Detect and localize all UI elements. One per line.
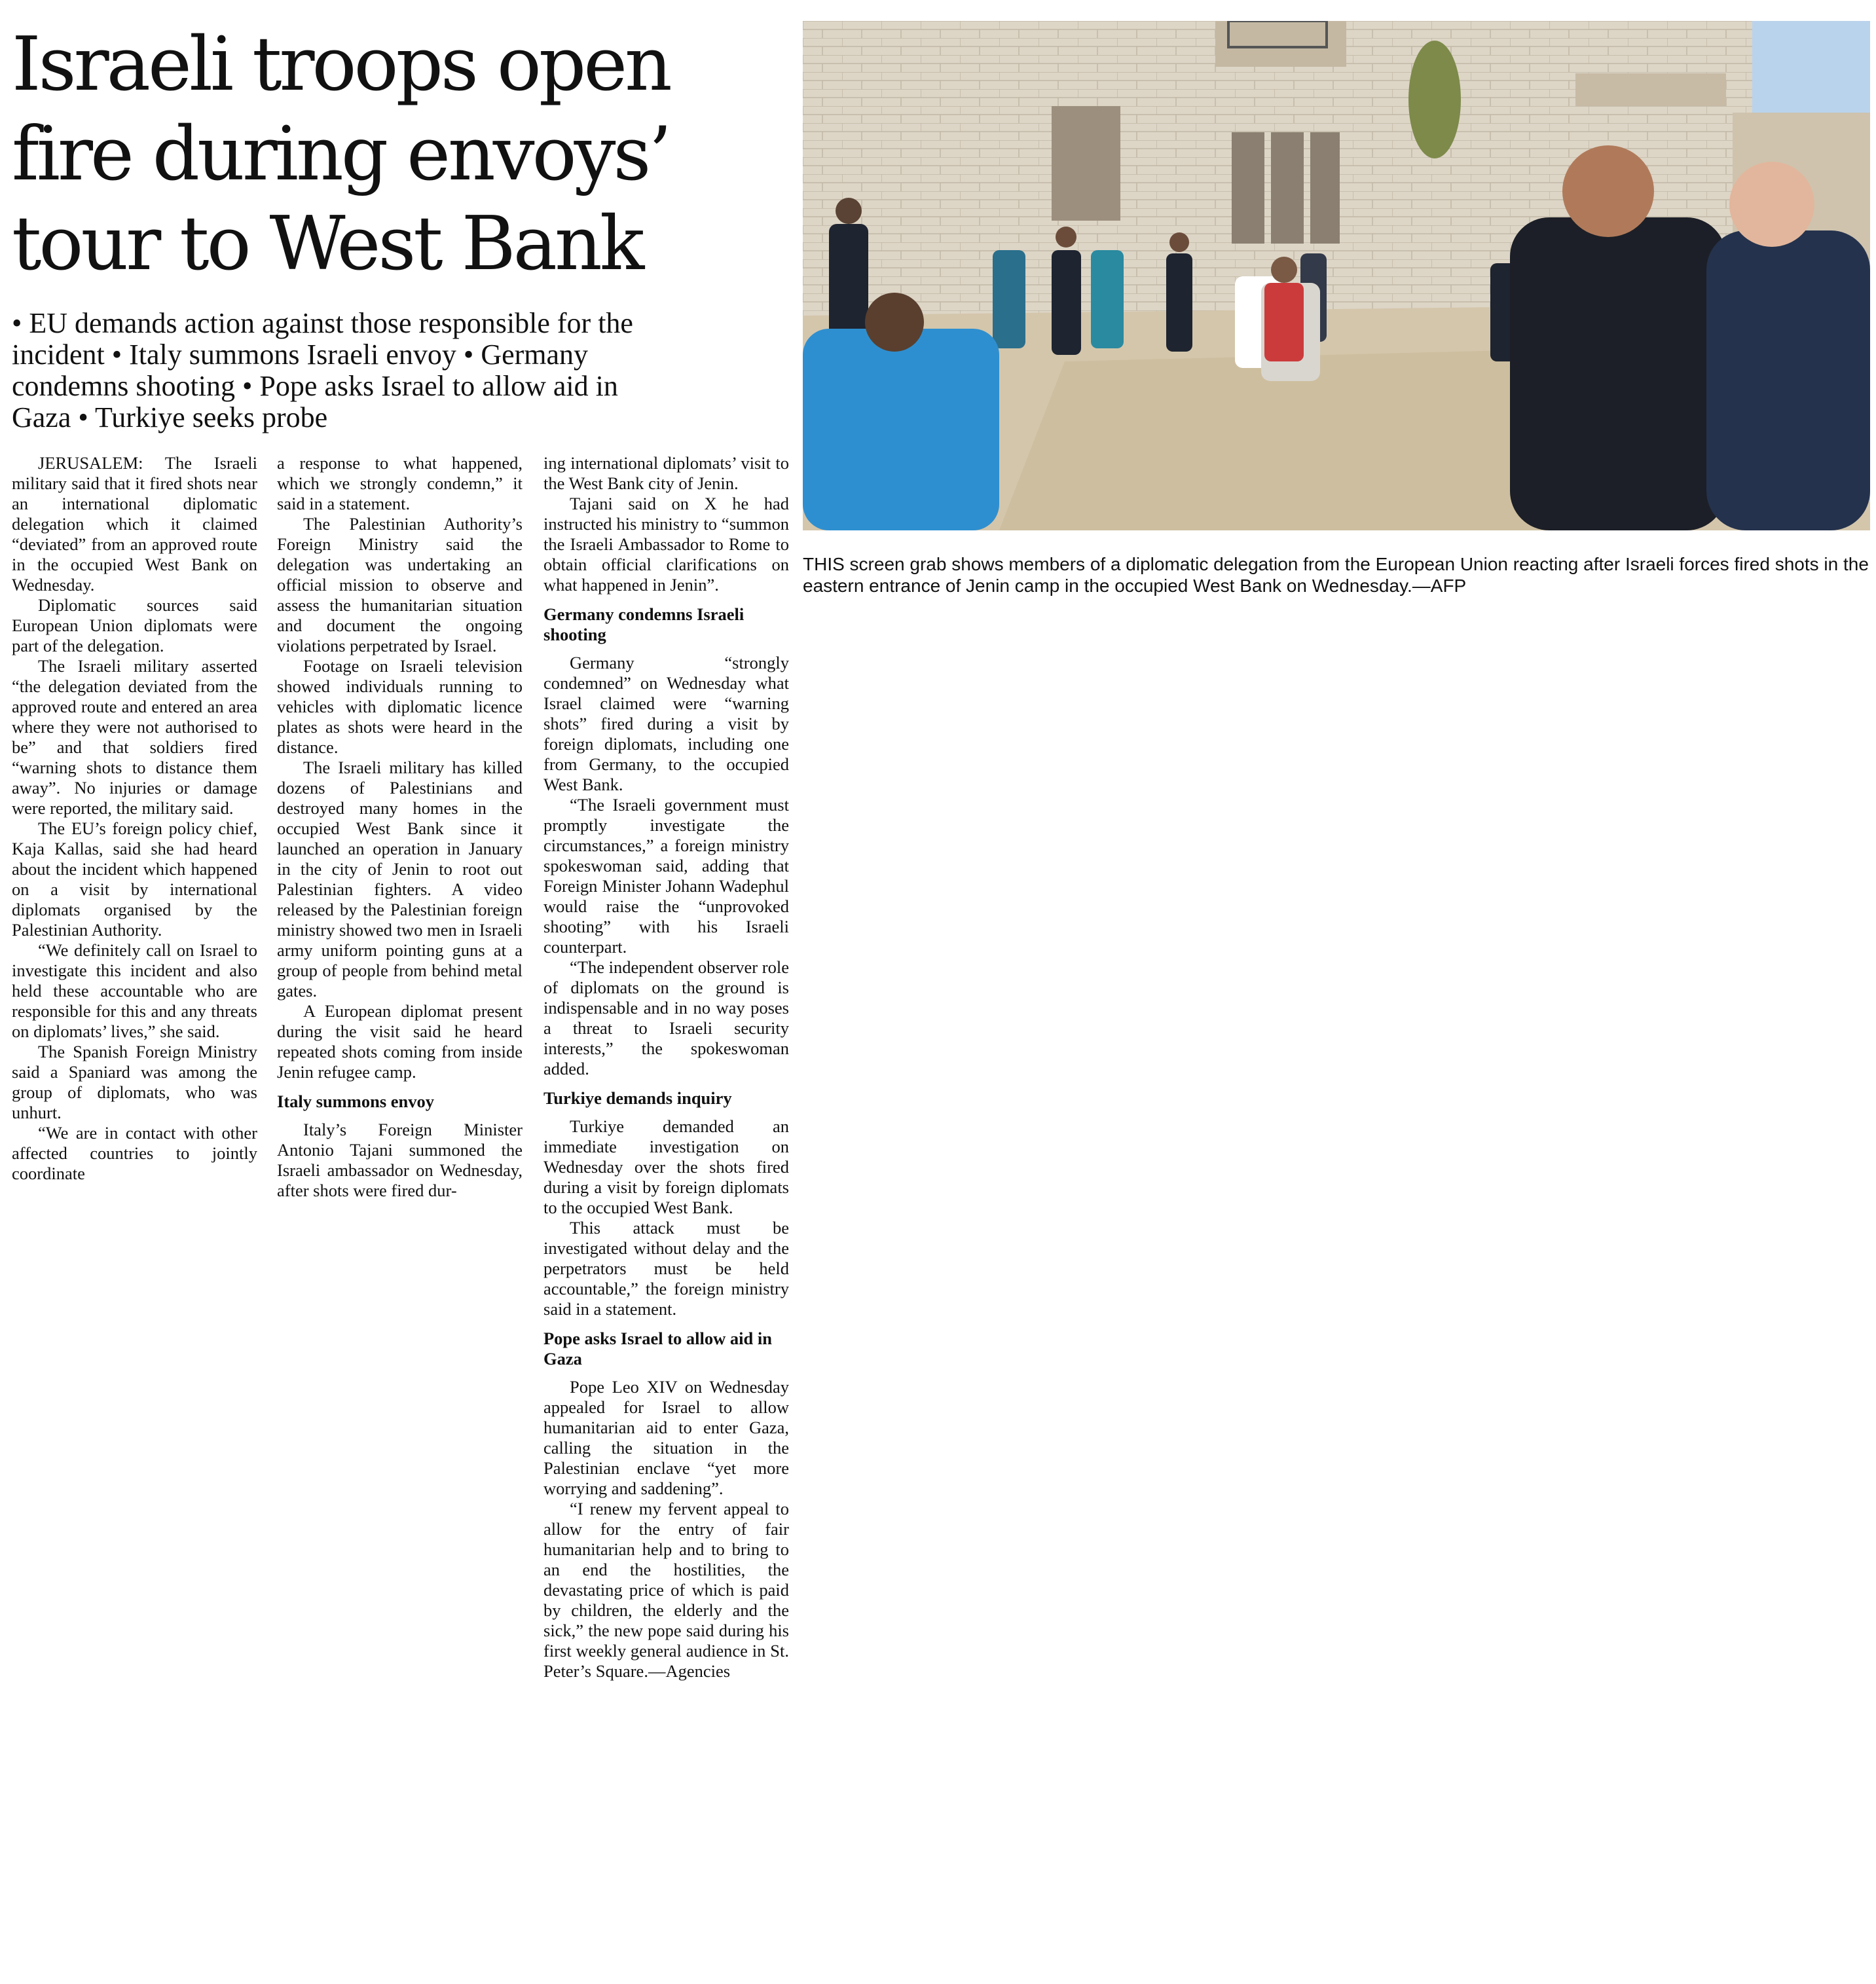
headline-line: fire during envoys’: [12, 111, 670, 197]
article-column-2: [277, 453, 523, 1201]
deck-line: • EU demands action against those responsible for the: [12, 307, 633, 339]
subhead-italy: Italy summons envoy: [277, 1092, 435, 1111]
paragraph: Italy’s Foreign Minister Antonio Tajani summoned the Israeli ambassador on Wednesday, after shots were fired dur-: [277, 1120, 523, 1200]
paragraph: The EU’s foreign policy chief, Kaja Kallas, said she had heard about the incident which happened on a visit by international diplomats organised by the Palestinian Authority.: [12, 818, 257, 940]
paragraph: Diplomatic sources said European Union diplomats were part of the delegation.: [12, 595, 257, 655]
paragraph: “We are in contact with other affected countries to jointly coordinate: [12, 1123, 257, 1183]
paragraph: “We definitely call on Israel to investigate this incident and also held these accountable who are responsible for this and any threats on diplomats’ lives,” she said.: [12, 940, 257, 1041]
photo-caption: THIS screen grab shows members of a diplomatic delegation from the European Union reacting after Israeli forces fired shots in the eastern entrance of Jenin camp in the occupied West Bank on Wednesday.—AFP: [803, 554, 1869, 596]
paragraph: JERUSALEM: The Israeli military said that it fired shots near an international diplomatic delegation which it claimed “deviated” from an approved route in the occupied West Bank on Wednesday.: [12, 453, 257, 595]
subhead-turkiye: Turkiye demands inquiry: [543, 1088, 732, 1108]
subhead-pope: Pope asks Israel to allow aid in Gaza: [543, 1329, 772, 1369]
paragraph: ing international diplomats’ visit to the West Bank city of Jenin.: [543, 453, 789, 493]
paragraph: “The independent observer role of diplomats on the ground is indispensable and in no way poses a threat to Israeli security interests,” the spokeswoman added.: [543, 957, 789, 1078]
photo-illustration: [803, 21, 1870, 530]
subheadline-bullets: [12, 308, 791, 433]
paragraph: a response to what happened, which we strongly condemn,” it said in a statement.: [277, 453, 523, 513]
deck-line: condemns shooting • Pope asks Israel to allow aid in: [12, 370, 618, 402]
paragraph: Tajani said on X he had instructed his ministry to “summon the Israeli Ambassador to Rome to obtain official clarifications on what happened in Jenin”.: [543, 494, 789, 595]
article-column-1: [12, 453, 257, 1184]
headline: [12, 20, 791, 289]
paragraph: “I renew my fervent appeal to allow for the entry of fair humanitarian help and to bring to an end the hostilities, the devastating price of which is paid by children, the elderly and the sick,” the new pope said during his first weekly general audience in St. Peter’s Square.—Agencies: [543, 1499, 789, 1681]
paragraph: The Israeli military has killed dozens of Palestinians and destroyed many homes in the occupied West Bank since it launched an operation in January in the city of Jenin to root out Palestinian fighters. A video released by the Palestinian foreign ministry showed two men in Israeli army uniform pointing guns at a group of people from behind metal gates.: [277, 758, 523, 1001]
headline-line: Israeli troops open: [12, 21, 670, 107]
paragraph: A European diplomat present during the visit said he heard repeated shots coming from inside Jenin refugee camp.: [277, 1001, 523, 1082]
paragraph: Germany “strongly condemned” on Wednesday what Israel claimed were “warning shots” fired during a visit by foreign diplomats, including one from Germany, to the occupied West Bank.: [543, 653, 789, 794]
deck-line: incident • Italy summons Israeli envoy • Germany: [12, 339, 589, 371]
paragraph: “The Israeli government must promptly investigate the circumstances,” a foreign ministry spokeswoman said, adding that Foreign Minister Johann Wadephul would raise the “unprovoked shooting” with his Israeli counterpart.: [543, 795, 789, 957]
paragraph: This attack must be investigated without delay and the perpetrators must be held accountable,” the foreign ministry said in a statement.: [543, 1218, 789, 1319]
news-photo: [803, 21, 1870, 530]
paragraph: Footage on Israeli television showed individuals running to vehicles with diplomatic licence plates as shots were heard in the distance.: [277, 656, 523, 757]
paragraph: The Palestinian Authority’s Foreign Ministry said the delegation was undertaking an official mission to observe and assess the humanitarian situation and document the ongoing violations perpetrated by Israel.: [277, 514, 523, 655]
paragraph: The Israeli military asserted “the delegation deviated from the approved route and entered an area where they were not authorised to be” and that soldiers fired “warning shots to distance them away”. No injuries or damage were reported, the military said.: [12, 656, 257, 818]
paragraph: Turkiye demanded an immediate investigation on Wednesday over the shots fired during a visit by foreign diplomats to the occupied West Bank.: [543, 1116, 789, 1217]
headline-line: tour to West Bank: [12, 200, 642, 287]
paragraph: The Spanish Foreign Ministry said a Spaniard was among the group of diplomats, who was unhurt.: [12, 1042, 257, 1122]
paragraph: Pope Leo XIV on Wednesday appealed for Israel to allow humanitarian aid to enter Gaza, calling the situation in the Palestinian enclave “yet more worrying and saddening”.: [543, 1377, 789, 1498]
deck-line: Gaza • Turkiye seeks probe: [12, 401, 328, 433]
article-column-3: [543, 453, 789, 1681]
subhead-germany: Germany condemns Israeli shooting: [543, 604, 745, 644]
